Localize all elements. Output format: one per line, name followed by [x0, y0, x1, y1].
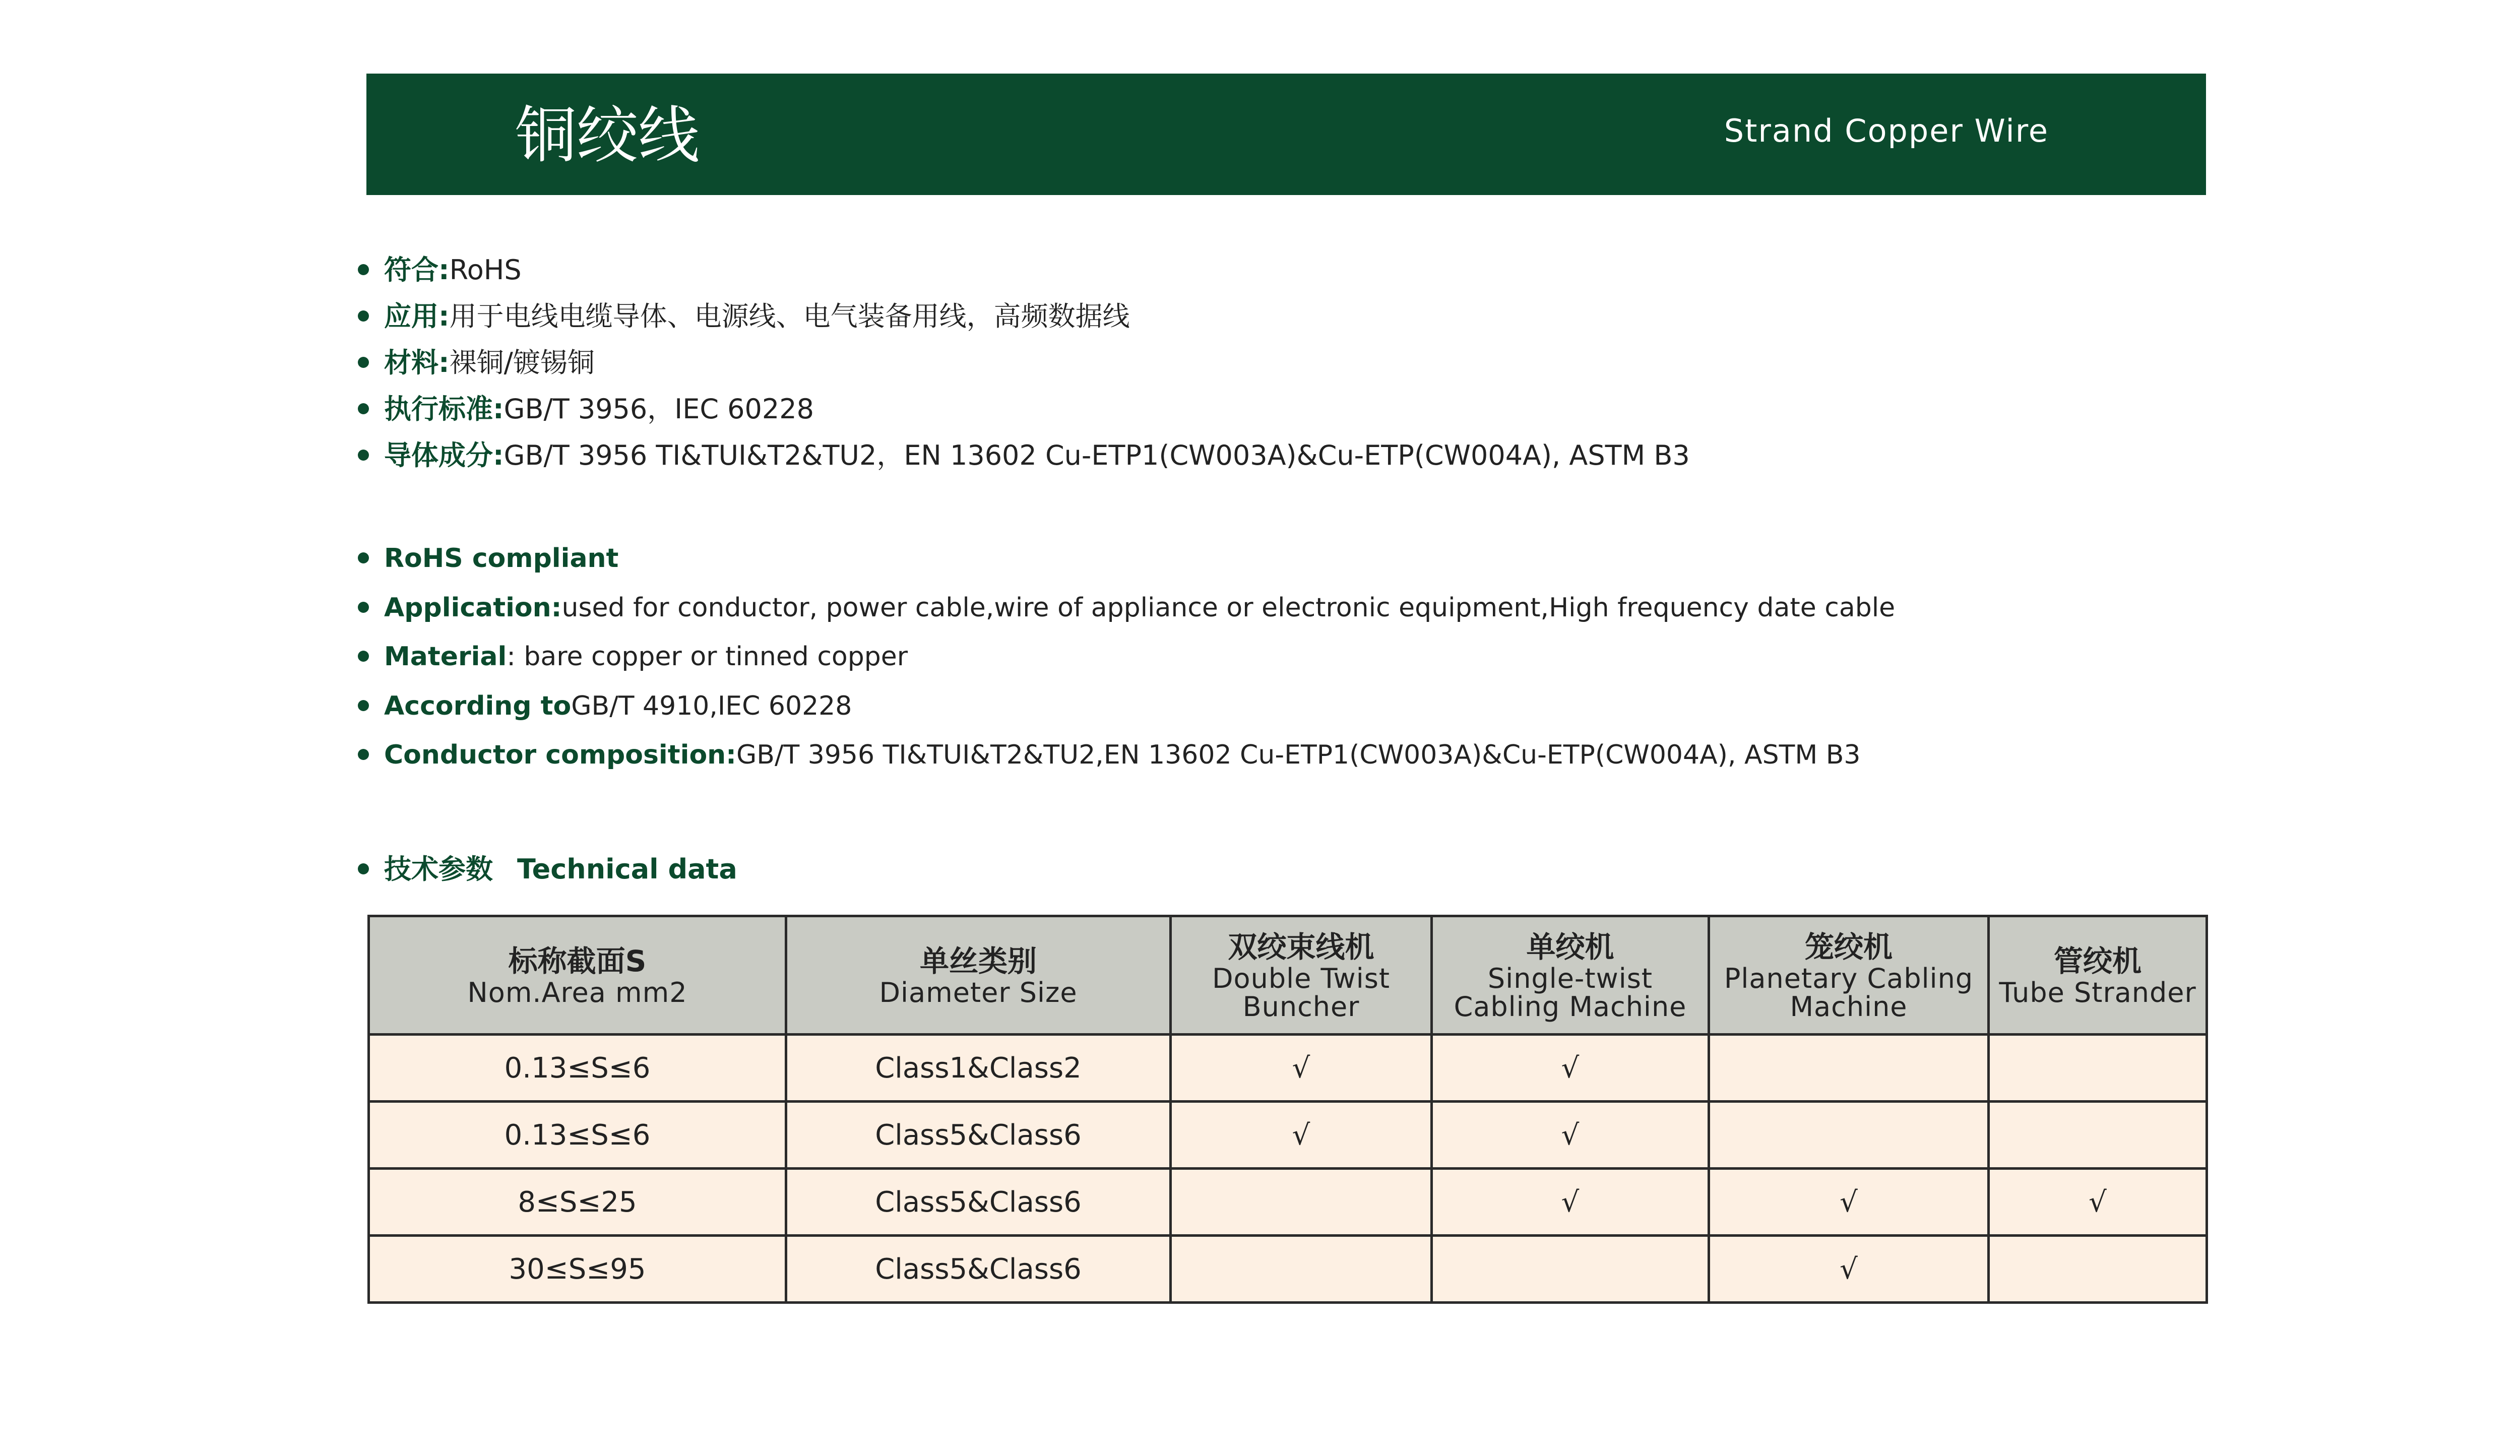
table-cell: [1432, 1236, 1709, 1303]
column-header-en: Tube Strander: [1999, 977, 2196, 1008]
spec-label: 导体成分:: [384, 439, 504, 471]
column-header-en: Diameter Size: [879, 977, 1078, 1008]
table-row: [369, 1035, 2207, 1102]
spec-item: [358, 534, 1895, 584]
spec-label: 应用:: [384, 300, 450, 332]
table-row: [369, 1102, 2207, 1169]
technical-heading: [358, 847, 737, 892]
bullet-icon: [358, 552, 369, 563]
table-cell: √: [1432, 1102, 1709, 1169]
bullet-icon: [358, 863, 369, 874]
spec-item: [358, 247, 1690, 293]
bullet-icon: [358, 403, 369, 414]
spec-value: GB/T 4910,IEC 60228: [571, 690, 852, 721]
spec-value: GB/T 3956，IEC 60228: [503, 393, 814, 425]
bullet-icon: [358, 700, 369, 711]
column-header-single-twist: [1432, 916, 1709, 1035]
table-cell: Class5&Class6: [786, 1169, 1171, 1236]
column-header-cn: 双绞束线机: [1228, 930, 1374, 964]
table-cell: √: [1432, 1035, 1709, 1102]
column-header-cn: 管绞机: [2053, 944, 2141, 978]
technical-heading-en: Technical data: [517, 853, 737, 885]
spec-value: used for conductor, power cable,wire of appliance or electronic equipment,High frequency date cable: [561, 592, 1896, 623]
technical-table: [367, 915, 2208, 1304]
spec-value: RoHS: [449, 254, 522, 286]
spec-value: GB/T 3956 TI&TUI&T2&TU2，EN 13602 Cu-ETP1(CW003A)&Cu-ETP(CW004A), ASTM B3: [503, 439, 1690, 471]
table-cell: 8≤S≤25: [369, 1169, 786, 1236]
title-banner: [366, 74, 2206, 195]
spec-value: GB/T 3956 TI&TUI&T2&TU2,EN 13602 Cu-ETP1(CW003A)&Cu-ETP(CW004A), ASTM B3: [736, 740, 1861, 770]
table-cell: [1989, 1236, 2207, 1303]
column-header-cn: 单绞机: [1526, 930, 1614, 964]
spec-value: 裸铜/镀锡铜: [449, 347, 595, 378]
column-header-buncher: [1171, 916, 1432, 1035]
table-header-row: [369, 916, 2207, 1035]
table-cell: 0.13≤S≤6: [369, 1035, 786, 1102]
spec-list-en: [358, 534, 1895, 780]
table-cell: √: [1432, 1169, 1709, 1236]
table-cell: [1989, 1102, 2207, 1169]
technical-heading-cn: 技术参数: [384, 853, 493, 885]
bullet-icon: [358, 651, 369, 662]
spec-label: Conductor composition:: [384, 740, 736, 770]
table-cell: [1989, 1035, 2207, 1102]
column-header-tube: [1989, 916, 2207, 1035]
bullet-icon: [358, 310, 369, 322]
spec-item: [358, 293, 1690, 340]
table-cell: √: [1709, 1236, 1989, 1303]
table-row: [369, 1236, 2207, 1303]
spec-item: [358, 584, 1895, 633]
bullet-icon: [358, 749, 369, 760]
column-header-cn: 笼绞机: [1804, 930, 1893, 964]
spec-label: RoHS compliant: [384, 543, 619, 574]
spec-value: : bare copper or tinned copper: [507, 642, 908, 672]
spec-item: [358, 386, 1690, 432]
spec-item: [358, 682, 1895, 731]
spec-label: 符合:: [384, 254, 450, 286]
title-en: Strand Copper Wire: [1724, 112, 2049, 149]
table-row: [369, 1169, 2207, 1236]
table-cell: [1709, 1035, 1989, 1102]
table-cell: Class1&Class2: [786, 1035, 1171, 1102]
table-cell: Class5&Class6: [786, 1102, 1171, 1169]
spec-item: [358, 340, 1690, 386]
title-cn: 铜绞线: [515, 100, 700, 171]
spec-label: According to: [384, 690, 572, 721]
spec-item: [358, 632, 1895, 682]
spec-list-cn: [358, 247, 1690, 479]
table-cell: 0.13≤S≤6: [369, 1102, 786, 1169]
table-cell: √: [1709, 1169, 1989, 1236]
spec-label: 执行标准:: [384, 393, 504, 425]
column-header-cn: 标称截面S: [508, 944, 647, 978]
bullet-icon: [358, 357, 369, 368]
spec-value: 用于电线电缆导体、电源线、电气装备用线，高频数据线: [449, 300, 1130, 332]
spec-item: [358, 731, 1895, 780]
bullet-icon: [358, 602, 369, 613]
column-header-planetary: [1709, 916, 1989, 1035]
column-header-en: Planetary Cabling Machine: [1724, 963, 1974, 1023]
column-header-en: Double Twist Buncher: [1212, 963, 1391, 1023]
table-cell: √: [1171, 1035, 1432, 1102]
spec-label: 材料:: [384, 347, 450, 378]
column-header-cn: 单丝类别: [919, 944, 1037, 978]
table-cell: √: [1171, 1102, 1432, 1169]
bullet-icon: [358, 264, 369, 275]
table-cell: Class5&Class6: [786, 1236, 1171, 1303]
table-cell: [1171, 1169, 1432, 1236]
spec-label: Material: [384, 642, 507, 672]
table-cell: √: [1989, 1169, 2207, 1236]
table-cell: [1709, 1102, 1989, 1169]
table-cell: 30≤S≤95: [369, 1236, 786, 1303]
spec-label: Application:: [384, 592, 562, 623]
column-header-en: Single-twist Cabling Machine: [1454, 963, 1687, 1023]
spec-item: [358, 432, 1690, 479]
table-cell: [1171, 1236, 1432, 1303]
column-header-area: [369, 916, 786, 1035]
bullet-icon: [358, 450, 369, 461]
column-header-size: [786, 916, 1171, 1035]
column-header-en: Nom.Area mm2: [467, 977, 687, 1008]
